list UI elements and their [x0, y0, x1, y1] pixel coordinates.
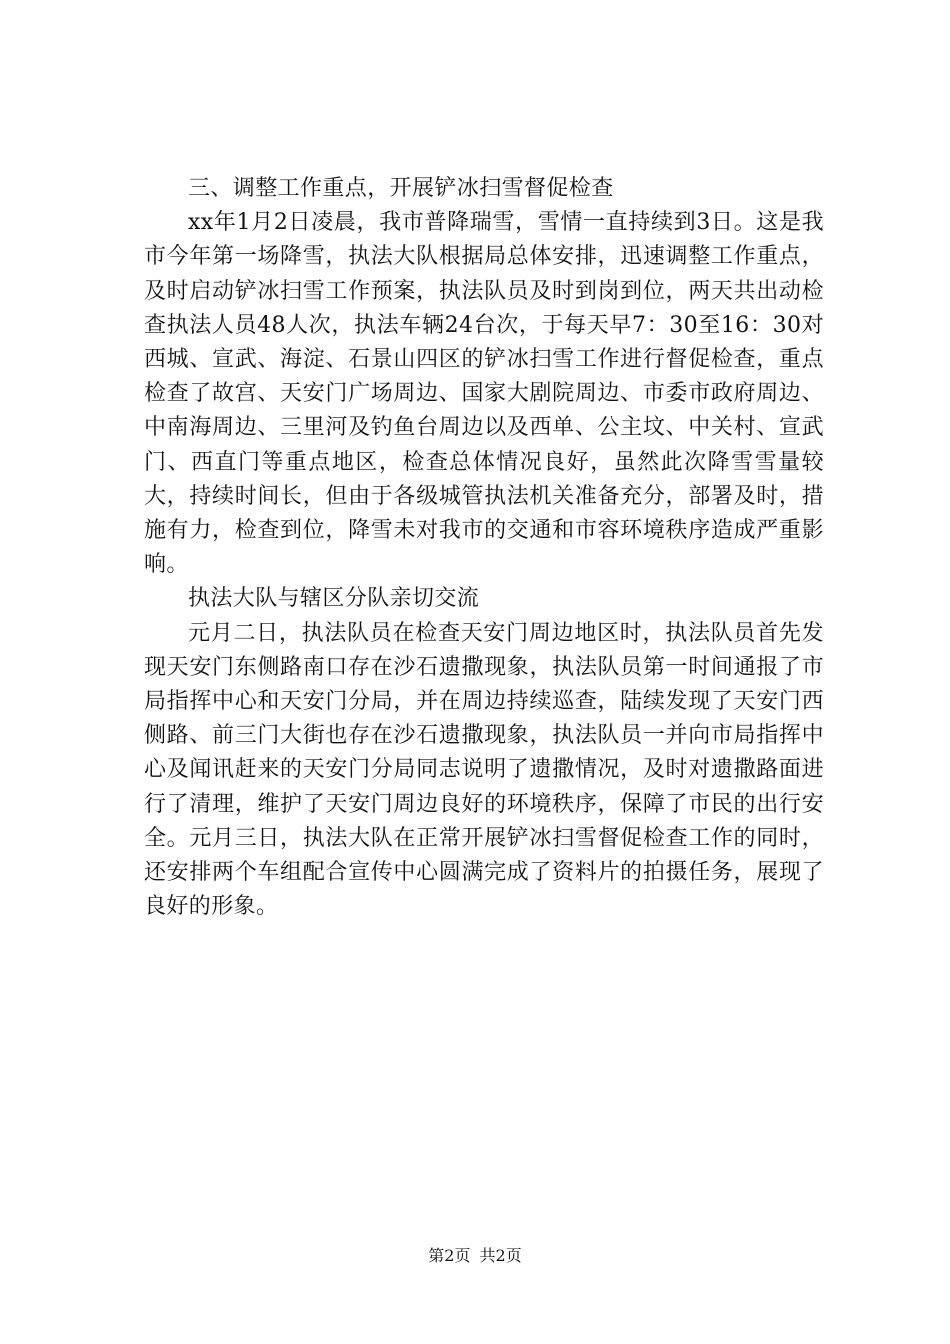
page-footer: [0, 1246, 950, 1266]
section-heading-team-exchange: 执法大队与辖区分队亲切交流: [188, 586, 480, 612]
page-number-total: 共2页: [479, 1246, 522, 1265]
section-heading-adjust-work-focus: 三、调整工作重点，开展铲冰扫雪督促检查: [188, 176, 614, 201]
paragraph-snow-inspection: xx年1月2日凌晨，我市普降瑞雪，雪情一直持续到3日。这是我市今年第一场降雪，执法大队根据局总体安排，迅速调整工作重点，及时启动铲冰扫雪工作预案，执法队员及时到岗到位，两天共出动检查执法人员48人次，执法车辆24台次，于每天早7：30至16：30对西城、宣武、海淀、石景山四区的铲冰扫雪工作进行督促检查，重点检查了故宫、天安门广场周边、国家大剧院周边、市委市政府周边、中南海周边、三里河及钓鱼台周边以及西单、公主坟、中关村、宣武门、西直门等重点地区，检查总体情况良好，虽然此次降雪雪量较大，持续时间长，但由于各级城管执法机关准备充分，部署及时，措施有力，检查到位，降雪未对我市的交通和市容环境秩序造成严重影响。: [144, 210, 824, 578]
paragraph-tiananmen-inspection: 元月二日，执法队员在检查天安门周边地区时，执法队员首先发现天安门东侧路南口存在沙石遗撒现象，执法队员第一时间通报了市局指挥中心和天安门分局，并在周边持续巡查，陆续发现了天安门西侧路、前三门大街也存在沙石遗撒现象，执法队员一并向市局指挥中心及闻讯赶来的天安门分局同志说明了遗撒情况，及时对遗撒路面进行了清理，维护了天安门周边良好的环境秩序，保障了市民的出行安全。元月三日，执法大队在正常开展铲冰扫雪督促检查工作的同时，还安排两个车组配合宣传中心圆满完成了资料片的拍摄任务，展现了良好的形象。: [144, 620, 824, 920]
document-body: [144, 172, 824, 924]
page-number-current: 第2页: [428, 1246, 471, 1265]
